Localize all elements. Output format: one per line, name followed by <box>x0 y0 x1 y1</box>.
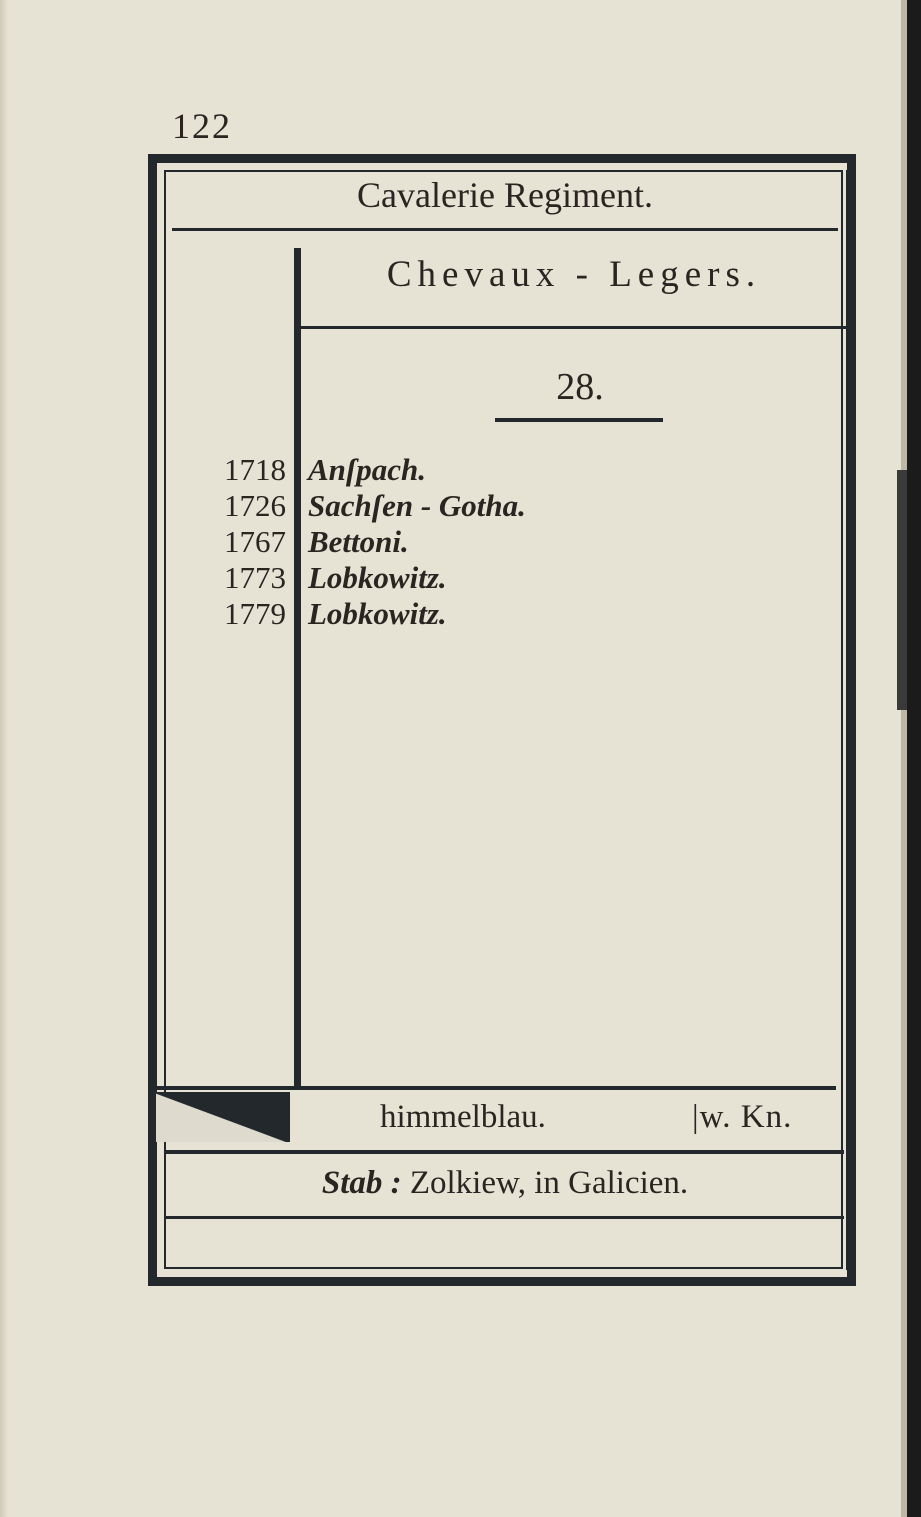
owner-name: Sachſen - Gotha. <box>308 488 526 523</box>
page-title: Cavalerie Regiment. <box>357 175 653 215</box>
owner-name: Lobkowitz. <box>308 596 447 631</box>
year-column-divider <box>294 248 301 1088</box>
subtitle-divider <box>300 326 846 329</box>
number-underline <box>495 418 663 422</box>
owner-years <box>176 452 286 632</box>
owner-names <box>308 452 808 632</box>
uniform-bottom-line <box>164 1150 844 1154</box>
title-divider <box>172 228 838 231</box>
owner-year: 1718 <box>224 452 286 487</box>
regiment-number: 28. <box>556 366 604 408</box>
owner-year: 1767 <box>224 524 286 559</box>
staff-label: Stab : <box>321 1165 402 1201</box>
owner-year: 1773 <box>224 560 286 595</box>
uniform-top-line <box>156 1086 836 1090</box>
page-edge-right <box>907 0 921 1517</box>
uniform-buttons: |w. Kn. <box>692 1099 793 1135</box>
owner-name: Anſpach. <box>308 452 426 487</box>
staff-bottom-line <box>164 1216 844 1219</box>
uniform-color: himmelblau. <box>380 1099 546 1135</box>
page-number: 122 <box>172 106 232 146</box>
staff-location-line <box>170 1160 840 1206</box>
owner-name: Lobkowitz. <box>308 560 447 595</box>
page-edge-left <box>0 0 8 1517</box>
owner-name: Bettoni. <box>308 524 409 559</box>
regiment-type: Chevaux - Legers. <box>386 254 762 295</box>
owner-year: 1726 <box>224 488 286 523</box>
table-frame-right-line <box>846 170 849 1270</box>
binding-mark <box>897 470 907 710</box>
staff-location: Zolkiew, in Galicien. <box>409 1165 689 1201</box>
uniform-flag-icon <box>156 1092 290 1142</box>
owner-year: 1779 <box>224 596 286 631</box>
